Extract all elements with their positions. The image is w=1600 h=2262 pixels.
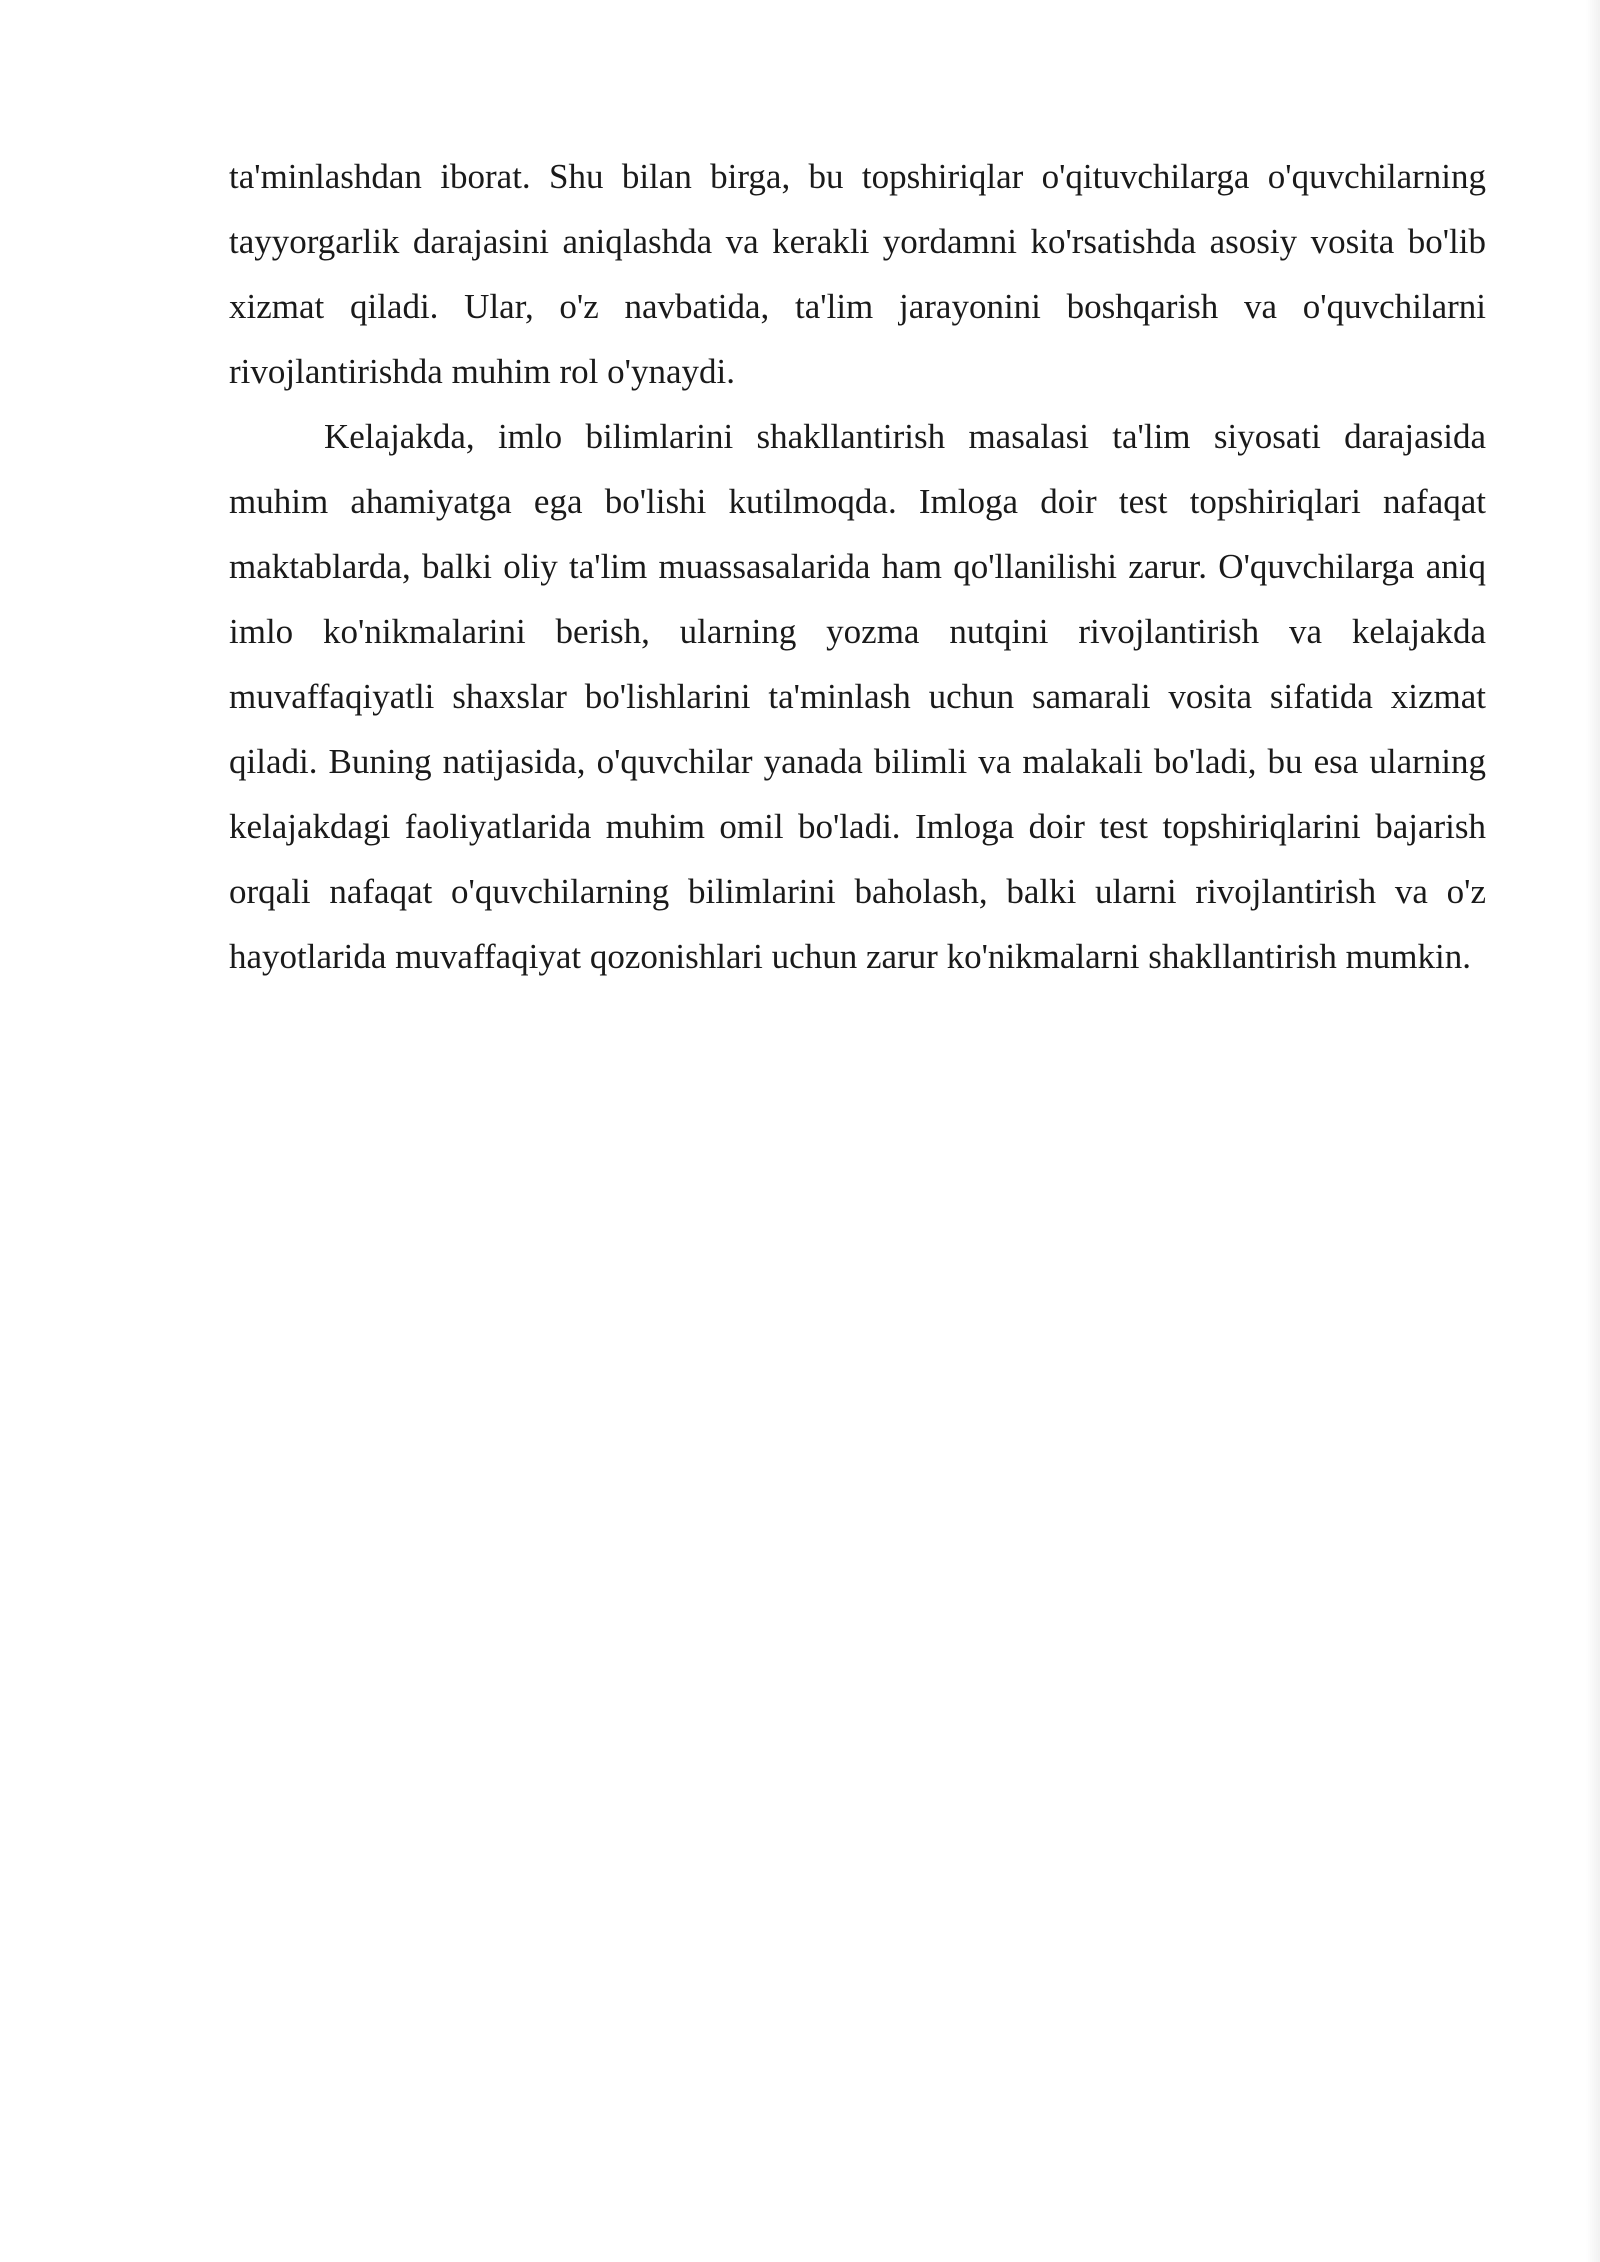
page-edge-shadow bbox=[1586, 0, 1600, 2262]
body-text bbox=[229, 144, 1486, 989]
paragraph-continuation: ta'minlashdan iborat. Shu bilan birga, bu topshiriqlar o'qituvchilarga o'quvchilarning tayyorgarlik darajasini aniqlashda va kerakli yordamni ko'rsatishda asosiy vosita bo'lib xizmat qiladi. Ular, o'z navbatida, ta'lim jarayonini boshqarish va o'quvchilarni rivojlantirishda muhim rol o'ynaydi. bbox=[229, 157, 1486, 391]
paragraph-conclusion: Kelajakda, imlo bilimlarini shakllantirish masalasi ta'lim siyosati darajasida muhim ahamiyatga ega bo'lishi kutilmoqda. Imloga doir test topshiriqlari nafaqat maktablarda, balki oliy ta'lim muassasalarida ham qo'llanilishi zarur. O'quvchilarga aniq imlo ko'nikmalarini berish, ularning yozma nutqini rivojlantirish va kelajakda muvaffaqiyatli shaxslar bo'lishlarini ta'minlash uchun samarali vosita sifatida xizmat qiladi. Buning natijasida, o'quvchilar yanada bilimli va malakali bo'ladi, bu esa ularning kelajakdagi faoliyatlarida muhim omil bo'ladi. Imloga doir test topshiriqlarini bajarish orqali nafaqat o'quvchilarning bilimlarini baholash, balki ularni rivojlantirish va o'z hayotlarida muvaffaqiyat qozonishlari uchun zarur ko'nikmalarni shakllantirish mumkin. bbox=[229, 417, 1486, 976]
